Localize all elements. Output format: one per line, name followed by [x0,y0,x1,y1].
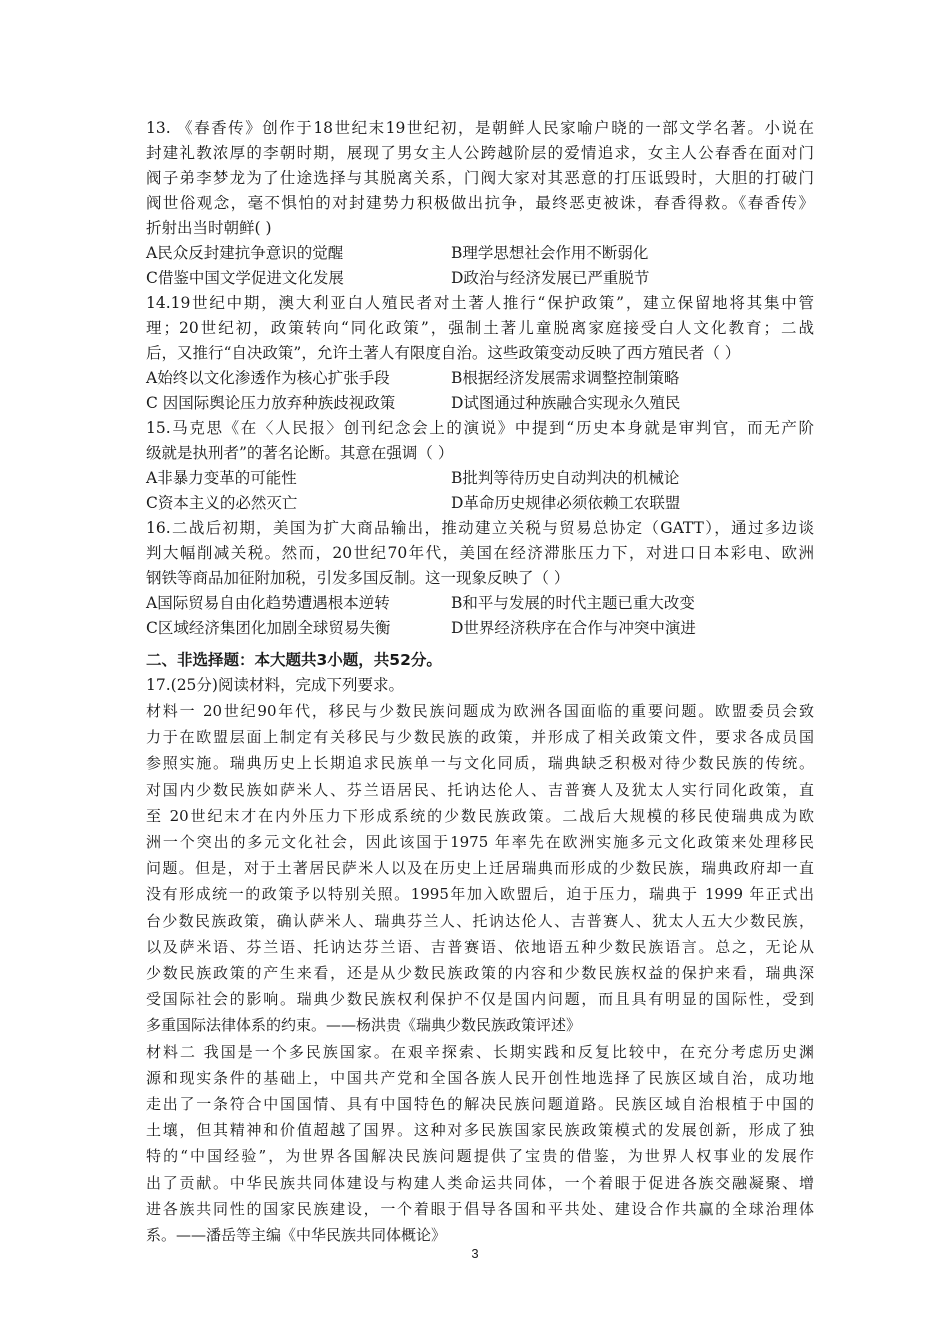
question-text-line: 级就是执刑者”的著名论断。其意在强调（ ） [146,444,454,462]
question-14 [146,291,814,416]
question-16 [146,516,814,641]
question-text-line: 钢铁等商品加征附加税，引发多国反制。这一现象反映了（ ） [146,569,570,587]
question-17-header: 17.(25分)阅读材料，完成下列要求。 [146,676,404,694]
option-b: B和平与发展的时代主题已重大改变 [451,594,695,612]
question-15 [146,416,814,516]
option-c: C资本主义的必然灭亡 [146,494,298,512]
material-line: 特的“中国经验”，为世界各国解决民族问题提供了宝贵的借鉴，为世界人权事业的发展作 [146,1147,814,1166]
material-line: 多重国际法律体系的约束。——杨洪贵《瑞典少数民族政策评述》 [146,1016,582,1035]
question-text-line: 后，又推行“自决政策”，允许土著人有限度自治。这些政策变动反映了西方殖民者（ ） [146,344,741,362]
material-line: 土壤，但其精神和价值超越了国界。这种对多民族国家民族政策模式的发展创新，形成了独 [146,1121,814,1140]
material-one [146,698,814,1039]
material-line: 以及萨米语、芬兰语、托讷达芬兰语、吉普赛语、依地语五种少数民族语言。总之，无论从 [146,937,814,956]
option-b: B根据经济发展需求调整控制策略 [451,369,680,387]
option-a: A民众反封建抗争意识的觉醒 [146,244,344,262]
option-b: B理学思想社会作用不断弱化 [451,244,649,262]
question-text-line: 14.19世纪中期，澳大利亚白人殖民者对土著人推行“保护政策”，建立保留地将其集中管 [146,294,814,312]
option-row [146,266,814,291]
option-row [146,391,814,416]
material-line: 力于在欧盟层面上制定有关移民与少数民族的政策，并形成了相关政策文件，要求各成员国 [146,728,814,747]
option-c: C借鉴中国文学促进文化发展 [146,269,344,287]
option-row [146,491,814,516]
exam-page [146,116,814,1248]
material-line: 系。——潘岳等主编《中华民族共同体概论》 [146,1226,447,1245]
option-a: A非暴力变革的可能性 [146,469,297,487]
material-line: 台少数民族政策，确认萨米人、瑞典芬兰人、托讷达伦人、吉普赛人、犹太人五大少数民族， [146,911,814,930]
material-line: 对国内少数民族如萨米人、芬兰语居民、托讷达伦人、吉普赛人及犹太人实行同化政策，直 [146,780,814,799]
material-line: 进各族共同性的国家民族建设，一个着眼于倡导各国和平共处、建设合作共赢的全球治理体 [146,1199,814,1218]
question-text-line: 理；20世纪初，政策转向“同化政策”，强制土著儿童脱离家庭接受白人文化教育；二战 [146,319,814,337]
option-d: D革命历史规律必须依赖工农联盟 [451,494,681,512]
option-row [146,591,814,616]
material-line: 出了贡献。中华民族共同体建设与构建人类命运共同体，一个着眼于促进各族交融凝聚、增 [146,1173,814,1192]
question-text-line: 阀子弟李梦龙为了仕途选择与其脱离关系，门阀大家对其恶意的打压诋毁时，大胆的打破门 [146,169,814,187]
material-line: 走出了一条符合中国国情、具有中国特色的解决民族问题道路。民族区域自治根植于中国的 [146,1095,814,1114]
option-row [146,466,814,491]
question-13 [146,116,814,291]
material-line: 至 20世纪末才在内外压力下形成系统的少数民族政策。二战后大规模的移民使瑞典成为欧 [146,806,814,825]
question-text-line: 封建礼教浓厚的李朝时期，展现了男女主人公跨越阶层的爱情追求，女主人公春香在面对门 [146,144,814,162]
option-d: D政治与经济发展已严重脱节 [451,269,650,287]
material-two [146,1039,814,1249]
question-text-line: 折射出当时朝鲜( ) [146,219,272,237]
material-line: 受国际社会的影响。瑞典少数民族权利保护不仅是国内问题，而且具有明显的国际性，受到 [146,990,814,1009]
option-c: C区域经济集团化加剧全球贸易失衡 [146,619,391,637]
question-text-line: 13. 《春香传》创作于18世纪末19世纪初，是朝鲜人民家喻户晓的一部文学名著。小说在 [146,119,814,137]
material-line: 少数民族政策的产生来看，还是从少数民族政策的内容和少数民族权益的保护来看，瑞典深 [146,964,814,983]
question-text-line: 阀世俗观念，毫不惧怕的对封建势力积极做出抗争，最终恶吏被诛，春香得救。《春香传》 [146,194,814,212]
question-text-line: 16.二战后初期，美国为扩大商品输出，推动建立关税与贸易总协定（GATT），通过多边谈 [146,519,814,537]
question-text-line: 判大幅削减关税。然而，20世纪70年代，美国在经济滞胀压力下，对进口日本彩电、欧洲 [146,544,814,562]
option-d: D世界经济秩序在合作与冲突中演进 [451,619,696,637]
option-d: D试图通过种族融合实现永久殖民 [451,394,681,412]
material-line: 材料二 我国是一个多民族国家。在艰辛探索、长期实践和反复比较中，在充分考虑历史渊 [146,1042,814,1061]
option-c: C 因国际舆论压力放弃种族歧视政策 [146,394,396,412]
option-row [146,366,814,391]
material-line: 参照实施。瑞典历史上长期追求民族单一与文化同质，瑞典缺乏积极对待少数民族的传统。 [146,754,814,773]
option-b: B批判等待历史自动判决的机械论 [451,469,680,487]
option-a: A始终以文化渗透作为核心扩张手段 [146,369,390,387]
option-row [146,616,814,641]
material-line: 洲一个突出的多元文化社会，因此该国于1975 年率先在欧洲实施多元文化政策来处理移民 [146,833,814,852]
question-text-line: 15.马克思《在〈人民报〉创刊纪念会上的演说》中提到“历史本身就是审判官，而无产阶 [146,419,814,437]
material-line: 材料一 20世纪90年代，移民与少数民族问题成为欧洲各国面临的重要问题。欧盟委员会致 [146,702,814,720]
page-number: 3 [471,1246,479,1261]
option-a: A国际贸易自由化趋势遭遇根本逆转 [146,594,390,612]
material-line: 源和现实条件的基础上，中国共产党和全国各族人民开创性地选择了民族区域自治，成功地 [146,1068,814,1087]
option-row [146,241,814,266]
material-line: 没有形成统一的政策予以特别关照。1995年加入欧盟后，迫于压力，瑞典于 1999 年正式出 [146,885,814,904]
material-line: 问题。但是，对于土著居民萨米人以及在历史上迁居瑞典而形成的少数民族，瑞典政府却一直 [146,859,814,878]
section-heading: 二、非选择题：本大题共3小题，共52分。 [146,651,442,669]
